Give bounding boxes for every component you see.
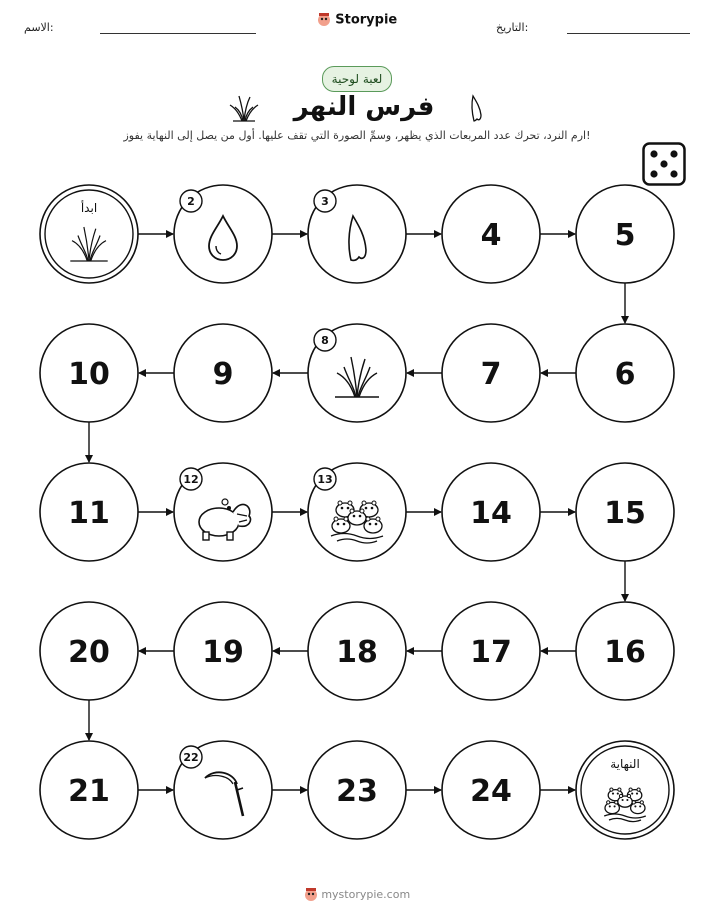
board-space-19 — [174, 602, 272, 700]
name-label: الاسم: — [24, 21, 54, 34]
space-number: 10 — [68, 357, 110, 392]
board-space-21 — [40, 741, 138, 839]
brand-logo-icon — [304, 887, 318, 903]
space-number: 11 — [68, 496, 110, 531]
space-number: 3 — [321, 195, 329, 208]
space-number: 17 — [470, 635, 512, 670]
footer — [0, 887, 714, 903]
board-space-11 — [40, 463, 138, 561]
start-label: ابدأ — [80, 201, 98, 215]
space-number: 22 — [183, 751, 199, 764]
board-space-9 — [174, 324, 272, 422]
board-space-2 — [174, 185, 272, 283]
end-label: النهاية — [610, 757, 640, 771]
board-space-4 — [442, 185, 540, 283]
game-type-badge: لعبة لوحية — [322, 66, 392, 92]
space-number: 18 — [336, 635, 378, 670]
board-space-23 — [308, 741, 406, 839]
space-number: 5 — [614, 218, 636, 253]
board-space-22 — [174, 741, 272, 839]
board-space-15 — [576, 463, 674, 561]
space-number: 19 — [202, 635, 244, 670]
space-number: 2 — [187, 195, 195, 208]
board-space-10 — [40, 324, 138, 422]
board-space-13 — [308, 463, 406, 561]
brand-name: Storypie — [335, 12, 398, 28]
board-space-24 — [442, 741, 540, 839]
instructions: ارم النرد، تحرك عدد المربعات الذي يظهر، وسمِّ الصورة التي تقف عليها. أول من يصل إلى النهاية يفوز! — [123, 129, 591, 142]
board-space-14 — [442, 463, 540, 561]
space-number: 23 — [336, 774, 378, 809]
board-space-17 — [442, 602, 540, 700]
footer-url: mystorypie.com — [321, 888, 411, 901]
board-space-20 — [40, 602, 138, 700]
board-space-5 — [576, 185, 674, 283]
board-space-12 — [174, 463, 272, 561]
space-number: 9 — [212, 357, 234, 392]
board-space-18 — [308, 602, 406, 700]
space-number: 6 — [614, 357, 636, 392]
title-text: فرس النهر — [293, 92, 435, 122]
date-label: التاريخ: — [496, 21, 529, 34]
board-space-3 — [308, 185, 406, 283]
space-number: 8 — [321, 334, 329, 347]
space-number: 24 — [470, 774, 512, 809]
space-number: 14 — [470, 496, 512, 531]
board-space-7 — [442, 324, 540, 422]
space-number: 20 — [68, 635, 110, 670]
space-number: 12 — [183, 473, 199, 486]
space-number: 7 — [480, 357, 502, 392]
space-number: 4 — [480, 218, 502, 253]
board-space-25 — [576, 741, 674, 839]
space-number: 13 — [317, 473, 333, 486]
space-number: 15 — [604, 496, 646, 531]
board-space-8 — [308, 324, 406, 422]
board-space-16 — [576, 602, 674, 700]
space-number: 21 — [68, 774, 110, 809]
space-number: 16 — [604, 635, 646, 670]
board-space-1 — [40, 185, 138, 283]
board-space-6 — [576, 324, 674, 422]
